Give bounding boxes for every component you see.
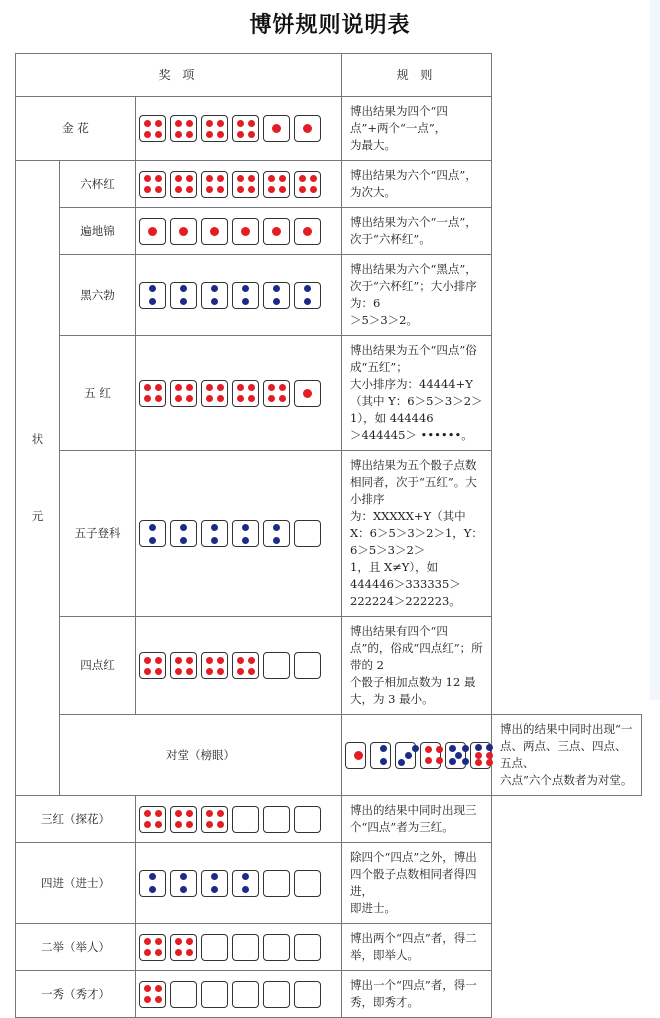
pip-icon bbox=[155, 949, 162, 956]
rule-text: 博出的结果中同时出现三个“四点”者为三红。 bbox=[342, 796, 492, 843]
header-prize: 奖 项 bbox=[16, 54, 342, 97]
pip-icon bbox=[217, 131, 224, 138]
prize-name: 五子登科 bbox=[60, 451, 136, 617]
empty-die-icon bbox=[294, 981, 321, 1008]
pip-icon bbox=[155, 668, 162, 675]
dice-row bbox=[139, 282, 341, 309]
die-face-2-icon bbox=[170, 870, 197, 897]
pip-icon bbox=[237, 186, 244, 193]
die-face-2-icon bbox=[263, 520, 290, 547]
die-face-4-icon bbox=[294, 171, 321, 198]
pip-icon bbox=[206, 120, 213, 127]
pip-icon bbox=[144, 810, 151, 817]
die-face-4-icon bbox=[139, 652, 166, 679]
rule-text: 博出结果为四个“四点”+两个“一点”， 为最大。 bbox=[342, 97, 492, 161]
die-face-2-icon bbox=[170, 520, 197, 547]
pip-icon bbox=[206, 668, 213, 675]
die-face-2-icon bbox=[232, 870, 259, 897]
table-row bbox=[16, 255, 642, 336]
pip-icon bbox=[155, 384, 162, 391]
die-face-1-icon bbox=[263, 218, 290, 245]
prize-name: 六杯红 bbox=[60, 161, 136, 208]
pip-icon bbox=[175, 120, 182, 127]
dice-cell bbox=[136, 161, 342, 208]
rule-text: 博出的结果中同时出现“一点、两点、三点、四点、五点、 六点”六个点数者为对堂。 bbox=[492, 715, 642, 796]
die-face-4-icon bbox=[201, 115, 228, 142]
die-face-1-icon bbox=[170, 218, 197, 245]
pip-icon bbox=[155, 985, 162, 992]
pip-icon bbox=[237, 384, 244, 391]
pip-icon bbox=[144, 668, 151, 675]
pip-icon bbox=[155, 395, 162, 402]
rule-text: 除四个“四点”之外，博出四个骰子点数相同者得四进， 即进士。 bbox=[342, 843, 492, 924]
pip-icon bbox=[180, 886, 187, 893]
die-face-4-icon bbox=[139, 934, 166, 961]
pip-icon bbox=[211, 298, 218, 305]
dice-row bbox=[139, 806, 341, 833]
pip-icon bbox=[462, 758, 469, 765]
pip-icon bbox=[248, 384, 255, 391]
pip-icon bbox=[206, 657, 213, 664]
pip-icon bbox=[237, 120, 244, 127]
pip-icon bbox=[425, 746, 432, 753]
die-face-4-icon bbox=[170, 806, 197, 833]
empty-die-icon bbox=[232, 934, 259, 961]
pip-icon bbox=[144, 657, 151, 664]
pip-icon bbox=[175, 175, 182, 182]
pip-icon bbox=[149, 886, 156, 893]
dice-cell bbox=[136, 451, 342, 617]
pip-icon bbox=[248, 395, 255, 402]
table-row bbox=[16, 924, 642, 971]
pip-icon bbox=[248, 668, 255, 675]
dice-cell bbox=[136, 971, 342, 1018]
pip-icon bbox=[149, 873, 156, 880]
zhuangyuan-category bbox=[16, 161, 60, 796]
pip-icon bbox=[179, 227, 188, 236]
pip-icon bbox=[186, 120, 193, 127]
pip-icon bbox=[279, 175, 286, 182]
die-face-2-icon bbox=[139, 870, 166, 897]
rule-text: 博出结果为六个“黑点”，次于“六杯红”；大小排序为：6 ＞5＞3＞2。 bbox=[342, 255, 492, 336]
pip-icon bbox=[279, 395, 286, 402]
pip-icon bbox=[217, 810, 224, 817]
pip-icon bbox=[237, 395, 244, 402]
die-face-4-icon bbox=[201, 380, 228, 407]
die-face-2-icon bbox=[201, 870, 228, 897]
pip-icon bbox=[144, 186, 151, 193]
category-char: 元 bbox=[31, 509, 44, 523]
pip-icon bbox=[486, 759, 493, 766]
pip-icon bbox=[144, 821, 151, 828]
rule-text: 博出结果为五个骰子点数相同者，次于“五红”。大小排序 为：XXXXX+Y（其中 X：6＞5＞3＞2＞1，Y：6＞5＞3＞2＞ 1，且 X≠Y），如 444446＞333335＞222224＞222223。 bbox=[342, 451, 492, 617]
dice-row bbox=[345, 742, 491, 769]
empty-die-icon bbox=[170, 981, 197, 1008]
pip-icon bbox=[144, 120, 151, 127]
pip-icon bbox=[475, 759, 482, 766]
empty-die-icon bbox=[294, 652, 321, 679]
die-face-2-icon bbox=[170, 282, 197, 309]
dice-row bbox=[139, 652, 341, 679]
pip-icon bbox=[180, 285, 187, 292]
pip-icon bbox=[217, 175, 224, 182]
pip-icon bbox=[248, 186, 255, 193]
pip-icon bbox=[186, 384, 193, 391]
pip-icon bbox=[206, 186, 213, 193]
pip-icon bbox=[217, 395, 224, 402]
pip-icon bbox=[217, 668, 224, 675]
pip-icon bbox=[144, 131, 151, 138]
rule-text: 博出两个“四点”者，得二举，即举人。 bbox=[342, 924, 492, 971]
die-face-4-icon bbox=[170, 934, 197, 961]
pip-icon bbox=[211, 524, 218, 531]
die-face-4-icon bbox=[232, 652, 259, 679]
die-face-2-icon bbox=[201, 520, 228, 547]
dice-cell bbox=[136, 796, 342, 843]
table-row bbox=[16, 715, 642, 796]
empty-die-icon bbox=[263, 934, 290, 961]
pip-icon bbox=[237, 175, 244, 182]
table-row bbox=[16, 451, 642, 617]
dice-row bbox=[139, 981, 341, 1008]
pip-icon bbox=[279, 186, 286, 193]
pip-icon bbox=[175, 949, 182, 956]
die-face-4-icon bbox=[263, 171, 290, 198]
pip-icon bbox=[155, 657, 162, 664]
dice-row bbox=[139, 115, 341, 142]
pip-icon bbox=[180, 873, 187, 880]
pip-icon bbox=[486, 752, 493, 759]
dice-row bbox=[139, 870, 341, 897]
die-face-4-icon bbox=[170, 171, 197, 198]
die-face-1-icon bbox=[139, 218, 166, 245]
pip-icon bbox=[211, 285, 218, 292]
die-face-2-icon bbox=[294, 282, 321, 309]
pip-icon bbox=[144, 175, 151, 182]
pip-icon bbox=[180, 537, 187, 544]
pip-icon bbox=[210, 227, 219, 236]
die-face-1-icon bbox=[232, 218, 259, 245]
die-face-4-icon bbox=[232, 380, 259, 407]
pip-icon bbox=[175, 668, 182, 675]
dice-cell bbox=[342, 715, 492, 796]
pip-icon bbox=[475, 744, 482, 751]
table-row bbox=[16, 208, 642, 255]
die-face-4-icon bbox=[170, 115, 197, 142]
pip-icon bbox=[144, 985, 151, 992]
pip-icon bbox=[155, 938, 162, 945]
pip-icon bbox=[149, 537, 156, 544]
dice-row bbox=[139, 218, 341, 245]
prize-name: 对堂（榜眼） bbox=[60, 715, 342, 796]
pip-icon bbox=[155, 186, 162, 193]
pip-icon bbox=[155, 821, 162, 828]
pip-icon bbox=[242, 873, 249, 880]
pip-icon bbox=[175, 131, 182, 138]
pip-icon bbox=[436, 746, 443, 753]
die-face-4-icon bbox=[170, 652, 197, 679]
pip-icon bbox=[268, 384, 275, 391]
dice-cell bbox=[136, 336, 342, 451]
die-face-2-icon bbox=[263, 282, 290, 309]
die-face-4-icon bbox=[420, 742, 441, 769]
pip-icon bbox=[144, 938, 151, 945]
header-rule: 规 则 bbox=[342, 54, 492, 97]
pip-icon bbox=[175, 821, 182, 828]
pip-icon bbox=[303, 389, 312, 398]
dice-row bbox=[139, 520, 341, 547]
pip-icon bbox=[217, 821, 224, 828]
pip-icon bbox=[186, 810, 193, 817]
dice-cell bbox=[136, 97, 342, 161]
pip-icon bbox=[144, 384, 151, 391]
empty-die-icon bbox=[263, 806, 290, 833]
pip-icon bbox=[186, 821, 193, 828]
pip-icon bbox=[425, 757, 432, 764]
pip-icon bbox=[303, 124, 312, 133]
pip-icon bbox=[299, 175, 306, 182]
die-face-2-icon bbox=[370, 742, 391, 769]
pip-icon bbox=[144, 996, 151, 1003]
pip-icon bbox=[405, 752, 412, 759]
pip-icon bbox=[155, 120, 162, 127]
pip-icon bbox=[217, 384, 224, 391]
pip-icon bbox=[272, 124, 281, 133]
pip-icon bbox=[175, 186, 182, 193]
rule-text: 博出结果有四个“四点”的，俗成“四点红”；所带的 2 个骰子相加点数为 12 最大，为 3 最小。 bbox=[342, 617, 492, 715]
die-face-2-icon bbox=[201, 282, 228, 309]
pip-icon bbox=[279, 384, 286, 391]
die-face-4-icon bbox=[139, 380, 166, 407]
die-face-1-icon bbox=[294, 115, 321, 142]
pip-icon bbox=[180, 298, 187, 305]
die-face-2-icon bbox=[232, 282, 259, 309]
prize-name: 遍地锦 bbox=[60, 208, 136, 255]
pip-icon bbox=[175, 395, 182, 402]
pip-icon bbox=[436, 757, 443, 764]
table-header-row bbox=[16, 54, 642, 97]
empty-die-icon bbox=[263, 981, 290, 1008]
pip-icon bbox=[144, 949, 151, 956]
die-face-4-icon bbox=[139, 981, 166, 1008]
pip-icon bbox=[242, 524, 249, 531]
pip-icon bbox=[273, 537, 280, 544]
die-face-4-icon bbox=[170, 380, 197, 407]
pip-icon bbox=[241, 227, 250, 236]
empty-die-icon bbox=[294, 934, 321, 961]
pip-icon bbox=[273, 298, 280, 305]
pip-icon bbox=[206, 175, 213, 182]
dice-cell bbox=[136, 255, 342, 336]
prize-name: 五 红 bbox=[60, 336, 136, 451]
rule-text: 博出结果为六个“四点”，为次大。 bbox=[342, 161, 492, 208]
pip-icon bbox=[155, 996, 162, 1003]
pip-icon bbox=[248, 657, 255, 664]
dice-cell bbox=[136, 924, 342, 971]
die-face-4-icon bbox=[201, 806, 228, 833]
rule-text: 博出结果为五个“四点”俗成“五红”； 大小排序为：44444+Y（其中 Y：6＞5＞3＞2＞1），如 444446 ＞444445＞ ••••••。 bbox=[342, 336, 492, 451]
pip-icon bbox=[206, 384, 213, 391]
pip-icon bbox=[186, 657, 193, 664]
pip-icon bbox=[475, 752, 482, 759]
pip-icon bbox=[242, 298, 249, 305]
pip-icon bbox=[268, 175, 275, 182]
pip-icon bbox=[175, 384, 182, 391]
pip-icon bbox=[211, 873, 218, 880]
pip-icon bbox=[206, 395, 213, 402]
pip-icon bbox=[304, 285, 311, 292]
die-face-4-icon bbox=[263, 380, 290, 407]
pip-icon bbox=[149, 298, 156, 305]
table-row bbox=[16, 971, 642, 1018]
die-face-1-icon bbox=[263, 115, 290, 142]
empty-die-icon bbox=[232, 981, 259, 1008]
pip-icon bbox=[354, 751, 363, 760]
pip-icon bbox=[211, 886, 218, 893]
pip-icon bbox=[149, 524, 156, 531]
die-face-5-icon bbox=[445, 742, 466, 769]
pip-icon bbox=[455, 752, 462, 759]
prize-name: 三红（探花） bbox=[16, 796, 136, 843]
pip-icon bbox=[186, 938, 193, 945]
empty-die-icon bbox=[263, 652, 290, 679]
dice-cell bbox=[136, 843, 342, 924]
die-face-3-icon bbox=[395, 742, 416, 769]
pip-icon bbox=[186, 131, 193, 138]
pip-icon bbox=[175, 938, 182, 945]
pip-icon bbox=[486, 744, 493, 751]
pip-icon bbox=[398, 759, 405, 766]
pip-icon bbox=[186, 186, 193, 193]
pip-icon bbox=[155, 175, 162, 182]
prize-name: 黑六勃 bbox=[60, 255, 136, 336]
pip-icon bbox=[449, 758, 456, 765]
pip-icon bbox=[186, 668, 193, 675]
die-face-4-icon bbox=[139, 115, 166, 142]
pip-icon bbox=[206, 810, 213, 817]
pip-icon bbox=[248, 175, 255, 182]
table-row bbox=[16, 796, 642, 843]
pip-icon bbox=[175, 657, 182, 664]
pip-icon bbox=[268, 186, 275, 193]
dice-cell bbox=[136, 208, 342, 255]
die-face-4-icon bbox=[232, 171, 259, 198]
pip-icon bbox=[380, 758, 387, 765]
empty-die-icon bbox=[201, 981, 228, 1008]
die-face-4-icon bbox=[139, 806, 166, 833]
pip-icon bbox=[155, 810, 162, 817]
pip-icon bbox=[217, 657, 224, 664]
die-face-4-icon bbox=[232, 115, 259, 142]
pip-icon bbox=[248, 120, 255, 127]
pip-icon bbox=[242, 537, 249, 544]
pip-icon bbox=[186, 949, 193, 956]
pip-icon bbox=[206, 131, 213, 138]
pip-icon bbox=[380, 745, 387, 752]
die-face-1-icon bbox=[294, 218, 321, 245]
pip-icon bbox=[299, 186, 306, 193]
empty-die-icon bbox=[201, 934, 228, 961]
pip-icon bbox=[186, 395, 193, 402]
pip-icon bbox=[237, 131, 244, 138]
prize-name: 二举（举人） bbox=[16, 924, 136, 971]
pip-icon bbox=[273, 285, 280, 292]
pip-icon bbox=[217, 186, 224, 193]
prize-name: 四进（进士） bbox=[16, 843, 136, 924]
empty-die-icon bbox=[294, 520, 321, 547]
rules-table bbox=[15, 53, 642, 1018]
prize-name: 金 花 bbox=[16, 97, 136, 161]
pip-icon bbox=[211, 537, 218, 544]
page-title: 博饼规则说明表 bbox=[249, 13, 411, 38]
pip-icon bbox=[272, 227, 281, 236]
pip-icon bbox=[180, 524, 187, 531]
empty-die-icon bbox=[263, 870, 290, 897]
pip-icon bbox=[310, 186, 317, 193]
pip-icon bbox=[144, 395, 151, 402]
pip-icon bbox=[242, 886, 249, 893]
pip-icon bbox=[303, 227, 312, 236]
rule-text: 博出一个“四点”者，得一秀，即秀才。 bbox=[342, 971, 492, 1018]
rule-text: 博出结果为六个“一点”，次于“六杯红”。 bbox=[342, 208, 492, 255]
die-face-1-icon bbox=[345, 742, 366, 769]
category-char: 状 bbox=[31, 432, 44, 446]
pip-icon bbox=[273, 524, 280, 531]
dice-row bbox=[139, 934, 341, 961]
pip-icon bbox=[248, 131, 255, 138]
table-row bbox=[16, 161, 642, 208]
empty-die-icon bbox=[232, 806, 259, 833]
pip-icon bbox=[304, 298, 311, 305]
pip-icon bbox=[175, 810, 182, 817]
pip-icon bbox=[155, 131, 162, 138]
pip-icon bbox=[217, 120, 224, 127]
pip-icon bbox=[412, 745, 419, 752]
pip-icon bbox=[148, 227, 157, 236]
empty-die-icon bbox=[294, 806, 321, 833]
die-face-4-icon bbox=[139, 171, 166, 198]
die-face-2-icon bbox=[139, 520, 166, 547]
table-row bbox=[16, 843, 642, 924]
empty-die-icon bbox=[294, 870, 321, 897]
die-face-1-icon bbox=[294, 380, 321, 407]
prize-name: 一秀（秀才） bbox=[16, 971, 136, 1018]
pip-icon bbox=[242, 285, 249, 292]
pip-icon bbox=[310, 175, 317, 182]
page-edge bbox=[650, 0, 660, 700]
die-face-1-icon bbox=[201, 218, 228, 245]
die-face-2-icon bbox=[139, 282, 166, 309]
pip-icon bbox=[237, 668, 244, 675]
die-face-4-icon bbox=[201, 171, 228, 198]
die-face-6-icon bbox=[470, 742, 491, 769]
pip-icon bbox=[462, 745, 469, 752]
table-row bbox=[16, 336, 642, 451]
dice-row bbox=[139, 380, 341, 407]
die-face-4-icon bbox=[201, 652, 228, 679]
pip-icon bbox=[186, 175, 193, 182]
table-row bbox=[16, 97, 642, 161]
pip-icon bbox=[268, 395, 275, 402]
die-face-2-icon bbox=[232, 520, 259, 547]
pip-icon bbox=[206, 821, 213, 828]
pip-icon bbox=[449, 745, 456, 752]
pip-icon bbox=[237, 657, 244, 664]
prize-name: 四点红 bbox=[60, 617, 136, 715]
pip-icon bbox=[149, 285, 156, 292]
dice-row bbox=[139, 171, 341, 198]
